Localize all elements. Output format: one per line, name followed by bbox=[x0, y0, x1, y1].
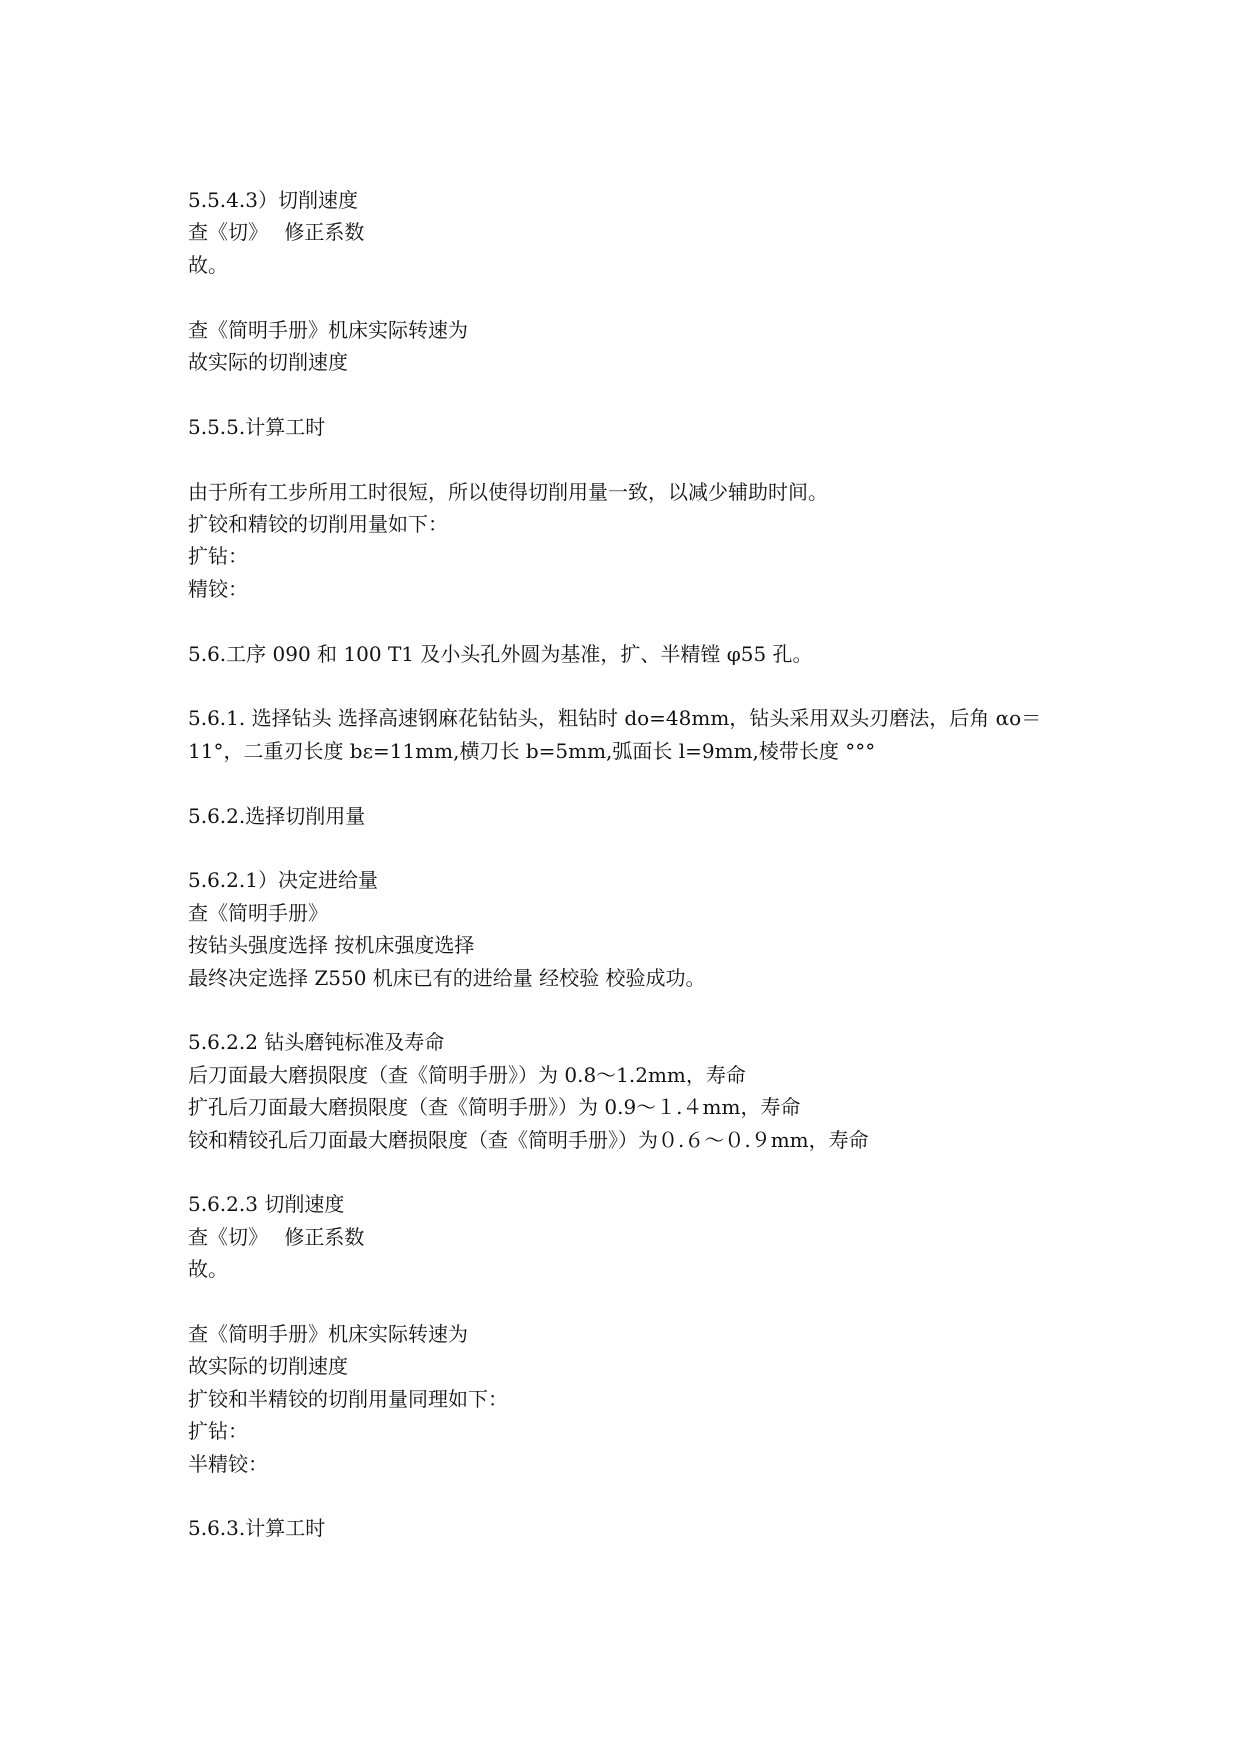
text-line: 故。 bbox=[188, 1257, 228, 1281]
text-line: 按钻头强度选择 按机床强度选择 bbox=[188, 933, 475, 957]
text-line: 5.6.工序 090 和 100 T1 及小头孔外圆为基准，扩、半精镗 φ55 孔。 bbox=[188, 642, 813, 666]
text-line: 11°，二重刃长度 bε=11mm,横刀长 b=5mm,弧面长 l=9mm,棱带长度 °°° bbox=[188, 739, 876, 763]
text-line: 5.5.5.计算工时 bbox=[188, 415, 326, 439]
text-line: 5.6.2.3 切削速度 bbox=[188, 1192, 345, 1216]
text-line: 后刀面最大磨损限度（查《简明手册》）为 0.8～1.2mm，寿命 bbox=[188, 1063, 746, 1087]
text-line: 精铰： bbox=[188, 577, 248, 601]
text-line: 扩铰和精铰的切削用量如下： bbox=[188, 512, 448, 536]
text-line: 扩铰和半精铰的切削用量同理如下： bbox=[188, 1387, 508, 1411]
text-line: 查《简明手册》机床实际转速为 bbox=[188, 318, 468, 342]
text-line: 半精铰： bbox=[188, 1452, 268, 1476]
text-line: 扩孔后刀面最大磨损限度（查《简明手册》）为 0.9～１.４mm，寿命 bbox=[188, 1095, 801, 1119]
text-line: 5.6.3.计算工时 bbox=[188, 1516, 326, 1540]
text-line: 扩钻： bbox=[188, 544, 248, 568]
text-line: 铰和精铰孔后刀面最大磨损限度（查《简明手册》）为０.６～０.９mm，寿命 bbox=[188, 1128, 869, 1152]
text-line: 查《切》 修正系数 bbox=[188, 1225, 365, 1249]
text-line: 扩钻： bbox=[188, 1419, 248, 1443]
text-line: 查《切》 修正系数 bbox=[188, 220, 365, 244]
text-line: 故实际的切削速度 bbox=[188, 1354, 348, 1378]
text-line: 查《简明手册》机床实际转速为 bbox=[188, 1322, 468, 1346]
text-line: 故实际的切削速度 bbox=[188, 350, 348, 374]
text-line: 5.6.1. 选择钻头 选择高速钢麻花钻钻头，粗钻时 do=48mm，钻头采用双头刃磨法，后角 αo＝ bbox=[188, 706, 1042, 730]
text-line: 5.6.2.2 钻头磨钝标准及寿命 bbox=[188, 1030, 445, 1054]
text-line: 最终决定选择 Z550 机床已有的进给量 经校验 校验成功。 bbox=[188, 966, 706, 990]
text-line: 5.5.4.3）切削速度 bbox=[188, 188, 358, 212]
text-line: 5.6.2.1）决定进给量 bbox=[188, 868, 378, 892]
text-line: 5.6.2.选择切削用量 bbox=[188, 804, 366, 828]
text-line: 查《简明手册》 bbox=[188, 901, 328, 925]
text-line: 故。 bbox=[188, 253, 228, 277]
text-line: 由于所有工步所用工时很短，所以使得切削用量一致，以减少辅助时间。 bbox=[188, 480, 828, 504]
